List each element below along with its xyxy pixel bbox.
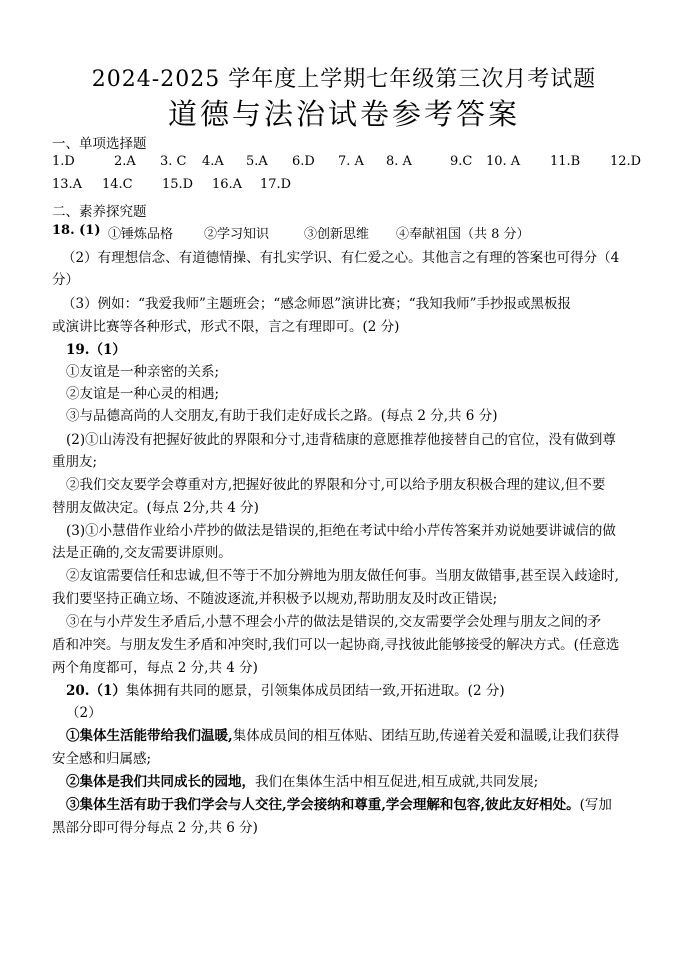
q19-label: 19.（1）: [66, 342, 126, 358]
q18-item: ②学习知识: [204, 227, 270, 242]
doc-title: 2024-2025 学年度上学期七年级第三次月考试题: [91, 67, 597, 92]
answer-item: 2.A: [114, 154, 136, 169]
answer-item: 17.D: [260, 177, 292, 192]
answer-item: 15.D: [162, 177, 194, 192]
q19-3-line: (3)①小慧借作业给小芹抄的做法是错误的,拒绝在考试中给小芹传答案并劝说她要讲诚信的做: [66, 523, 616, 539]
q18-part2-line2: 分）: [52, 272, 79, 288]
q20-2-1-continued: 安全感和归属感;: [52, 751, 152, 767]
q18-part2-line1: （2）有理想信念、有道德情操、有扎实学识、有仁爱之心。其他言之有理的答案也可得分（4: [62, 250, 620, 266]
q19-3-line: ③在与小芹发生矛盾后,小慧不理会小芹的做法是错误的,交友需要学会处理与朋友之间的矛: [66, 614, 602, 630]
answer-item: 3. C: [160, 154, 187, 169]
q19-3-line: 盾和冲突。与朋友发生矛盾和冲突时,我们可以一起协商,寻找彼此能够接受的解决方式。(任意选: [52, 637, 620, 653]
q19-2-line: 替朋友做决定。(每点 2分,共 4 分): [52, 500, 259, 516]
q19-2-line: 重朋友;: [52, 454, 98, 470]
q20-2-label: （2）: [66, 705, 102, 721]
answer-item: 9.C: [450, 154, 473, 169]
answer-item: 5.A: [246, 154, 268, 169]
q19-3-line: 我们要坚持正确立场、不随波逐流,并积极予以规劝,帮助朋友及时改正错误;: [52, 591, 498, 607]
q20-2-3-detail: (写加: [579, 797, 612, 813]
q20-2-point-3: [66, 793, 612, 813]
answer-item: 6.D: [292, 154, 315, 169]
q19-3-line: 两个角度都可，每点 2 分,共 4 分): [52, 660, 258, 676]
answer-item: 14.C: [102, 177, 133, 192]
q18-item: ③创新思维: [304, 227, 370, 242]
q20-2-point-1: [66, 724, 619, 744]
doc-subtitle: 道德与法治试卷参考答案: [167, 97, 520, 131]
answer-item: 16.A: [212, 177, 243, 192]
answer-item: 8. A: [386, 154, 412, 169]
q19-1-point: ③与品德高尚的人交朋友,有助于我们走好成长之路。(每点 2 分,共 6 分): [66, 408, 498, 424]
q19-3-line: ②友谊需要信任和忠诚,但不等于不加分辨地为朋友做任何事。当朋友做错事,甚至误入歧途时,: [66, 568, 619, 584]
section-heading-inquiry: 二、素养探究题: [52, 204, 147, 220]
q20-label: 20.（1）: [66, 683, 126, 699]
answer-item: 13.A: [52, 177, 83, 192]
q20-part1: [66, 679, 505, 699]
q19-1-point: ②友谊是一种心灵的相遇;: [66, 386, 220, 402]
q20-2-2-key: ②集体是我们共同成长的园地，: [66, 774, 255, 790]
answer-item: 1.D: [52, 154, 75, 169]
q20-2-3-continued: 黑部分即可得分每点 2 分,共 6 分): [52, 820, 258, 836]
q20-1-answer: 集体拥有共同的愿景，引领集体成员团结一致,开拓进取。(2 分): [125, 683, 505, 699]
answer-item: 10. A: [486, 154, 521, 169]
q18-item: ④奉献祖国（共 8 分）: [396, 227, 530, 242]
q20-2-1-key: ①集体生活能带给我们温暖,: [66, 728, 233, 744]
answer-item: 12.D: [610, 154, 642, 169]
section-heading-single-choice: 一、单项选择题: [52, 136, 147, 152]
q19-1-point: ①友谊是一种亲密的关系;: [66, 364, 220, 380]
q18-label: 18. (1): [52, 223, 101, 238]
q20-2-3-key: ③集体生活有助于我们学会与人交往,学会接纳和尊重,学会理解和包容,彼此友好相处。: [66, 797, 580, 813]
q20-2-point-2: [66, 770, 538, 790]
answer-item: 7. A: [338, 154, 364, 169]
q18-part3-line2: 或演讲比赛等各种形式，形式不限，言之有理即可。(2 分): [52, 319, 400, 335]
q19-2-line: (2)①山涛没有把握好彼此的界限和分寸,违背嵇康的意愿推荐他接替自己的官位，没有做到尊: [66, 432, 616, 448]
answer-item: 4.A: [202, 154, 224, 169]
q20-2-2-detail: 我们在集体生活中相互促进,相互成就,共同发展;: [255, 774, 539, 790]
answer-item: 11.B: [550, 154, 581, 169]
q20-2-1-detail: 集体成员间的相互体贴、团结互助,传递着关爱和温暖,让我们获得: [232, 728, 620, 744]
q18-item: ①锤炼品格: [108, 227, 174, 242]
q19-2-line: ②我们交友要学会尊重对方,把握好彼此的界限和分寸,可以给予朋友积极合理的建议,但不要: [66, 477, 606, 493]
q18-part3-line1: （3）例如：“我爱我师”主题班会；“感念师恩”演讲比赛；“我知我师”手抄报或黑板报: [62, 296, 571, 312]
q19-3-line: 法是正确的,交友需要讲原则。: [52, 545, 232, 561]
